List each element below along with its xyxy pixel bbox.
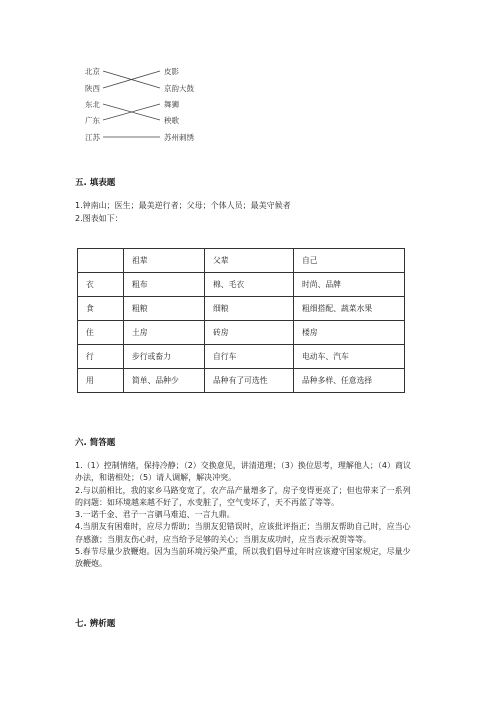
table-cell: 粗布 — [124, 273, 205, 297]
table-cell: 简单、品种少 — [124, 369, 205, 393]
match-left-item: 东北 — [85, 100, 100, 109]
table-row — [78, 273, 405, 297]
table-row — [78, 297, 405, 321]
table-cell: 品种有了可选性 — [205, 369, 294, 393]
table-header-cell: 父辈 — [205, 249, 294, 273]
answer-paragraph: 1.（1）控制情绪，保持冷静；（2）交换意见，讲清道理；（3）换位思考，理解他人；（4）商议办法，和谐相处；（5）请人调解，解决冲突。 — [75, 461, 411, 483]
table-cell: 用 — [78, 369, 124, 393]
table-header-cell: 自己 — [294, 249, 405, 273]
table-cell: 电动车、汽车 — [294, 345, 405, 369]
match-right-item: 皮影 — [164, 67, 179, 76]
match-right-item: 苏州刺绣 — [164, 133, 194, 142]
table-cell: 住 — [78, 321, 124, 345]
table-row — [78, 369, 405, 393]
answer-paragraph: 3.一诺千金、君子一言驷马难追、一言九鼎。 — [75, 510, 235, 520]
answer-line: 1.钟南山；医生；最美逆行者；父母；个体人员；最美守候者 — [75, 201, 291, 210]
match-right-item: 京韵大鼓 — [164, 84, 194, 93]
table-cell: 步行或畜力 — [124, 345, 205, 369]
answer-paragraph: 5.春节尽量少放鞭炮。因为当前环境污染严重，所以我们倡导过年时应该遵守国家规定，尽量少放鞭炮。 — [75, 547, 411, 569]
matching-diagram — [0, 0, 500, 150]
table-header-cell: 祖辈 — [124, 249, 205, 273]
match-left-item: 北京 — [85, 67, 100, 76]
table-row — [78, 345, 405, 369]
table-header-row — [78, 249, 405, 273]
table-cell: 细粮 — [205, 297, 294, 321]
answer-paragraph: 4.当朋友有困难时，应尽力帮助；当朋友犯错误时，应该批评指正；当朋友帮助自己时，应当心存感激；当朋友伤心时，应当给予足够的关心；当朋友成功时，应当表示祝贺等等。 — [75, 522, 411, 544]
table-row — [78, 321, 405, 345]
table-cell: 行 — [78, 345, 124, 369]
match-left-item: 广东 — [85, 116, 100, 125]
table-cell: 食 — [78, 297, 124, 321]
table-cell: 棉、毛衣 — [205, 273, 294, 297]
table-cell: 衣 — [78, 273, 124, 297]
table-cell: 砖房 — [205, 321, 294, 345]
answer-paragraph: 2.与以前相比，我的家乡马路变宽了，农产品产量增多了，房子变得更亮了；但也带来了一系列的问题：如环境越来越不好了，水变脏了，空气变坏了，天不再蓝了等等。 — [75, 485, 411, 507]
section-heading: 五. 填表题 — [75, 178, 116, 188]
table-cell: 粗粮 — [124, 297, 205, 321]
answer-line: 2.图表如下： — [75, 214, 123, 223]
table-cell: 粗细搭配、蔬菜水果 — [294, 297, 405, 321]
match-right-item: 舞狮 — [164, 100, 179, 109]
table-cell: 自行车 — [205, 345, 294, 369]
match-left-item: 江苏 — [85, 133, 100, 142]
match-right-item: 秧歌 — [164, 116, 179, 125]
table-cell: 楼房 — [294, 321, 405, 345]
answer-list — [75, 460, 415, 571]
comparison-table — [77, 248, 405, 393]
table-cell: 时尚、品牌 — [294, 273, 405, 297]
table-cell: 土房 — [124, 321, 205, 345]
table-header-cell — [78, 249, 124, 273]
section-heading: 七. 辨析题 — [75, 619, 116, 629]
match-left-item: 陕西 — [85, 84, 100, 93]
section-heading: 六. 简答题 — [75, 438, 116, 448]
table-cell: 品种多样、任意选择 — [294, 369, 405, 393]
